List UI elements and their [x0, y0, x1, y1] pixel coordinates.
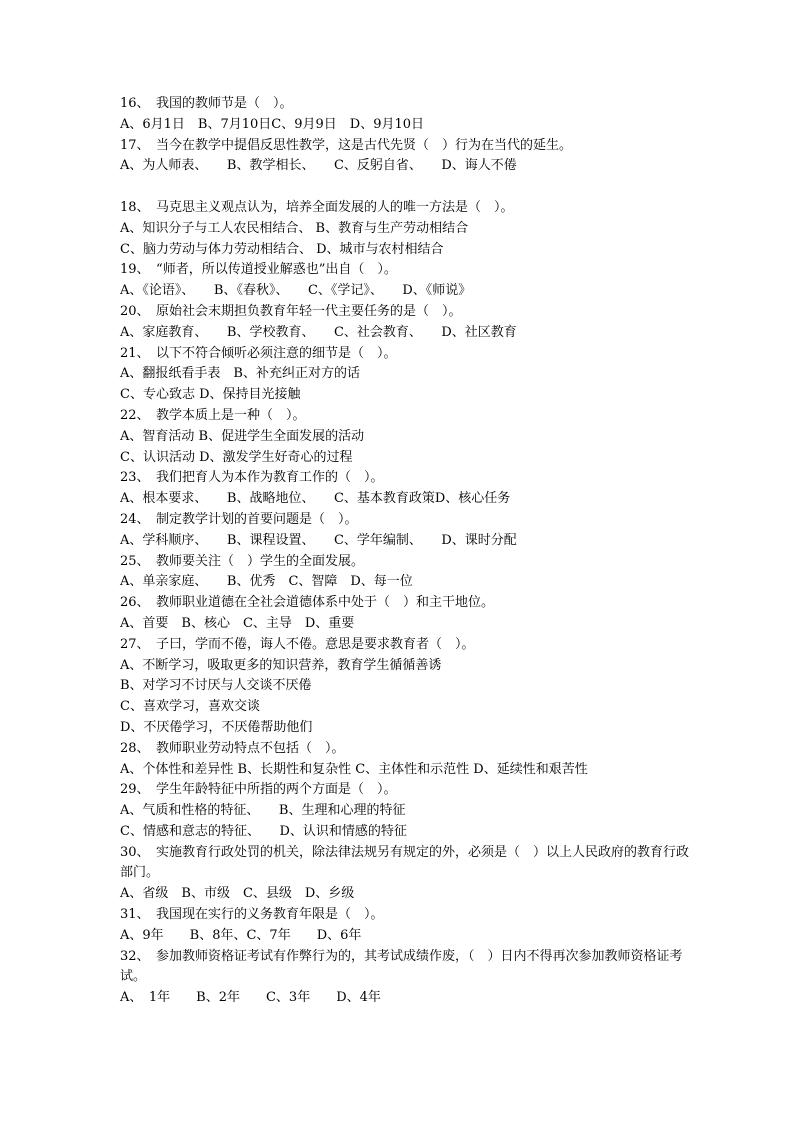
question-31: 31、 我国现在实行的义务教育年限是（ ）。: [120, 907, 384, 923]
question-22: 22、 教学本质上是一种（ ）。: [120, 407, 306, 423]
question-23-options: A、根本要求、 B、战略地位、 C、基本教育政策D、核心任务: [120, 491, 511, 507]
question-30: 30、 实施教育行政处罚的机关，除法律法规另有规定的外，必须是（ ）以上人民政府的教育行政部门。: [120, 844, 690, 881]
question-27-option-a: A、不断学习，吸取更多的知识营养，教育学生循循善诱: [120, 657, 442, 673]
question-16: 16、 我国的教师节是（ ）。: [120, 96, 293, 111]
question-20-options: A、家庭教育、 B、学校教育、 C、社会教育、 D、社区教育: [120, 324, 517, 340]
question-19: 19、 “师者，所以传道授业解惑也”出自（ ）。: [120, 262, 397, 278]
question-32-options: A、 1年 B、2年 C、3年 D、4年: [120, 990, 381, 1006]
question-20: 20、 原始社会末期担负教育年轻一代主要任务的是（ ）。: [120, 303, 462, 319]
question-25: 25、 教师要关注（ ）学生的全面发展。: [120, 553, 365, 569]
question-27-option-d: D、不厌倦学习，不厌倦帮助他们: [120, 719, 313, 735]
question-29: 29、 学生年龄特征中所指的两个方面是（ ）。: [120, 782, 397, 798]
question-26-options: A、首要 B、核心 C、主导 D、重要: [120, 615, 355, 631]
question-27-option-b: B、对学习不讨厌与人交谈不厌倦: [120, 678, 312, 694]
question-27: 27、 子曰，学而不倦，诲人不倦。意思是要求教育者（ ）。: [120, 636, 475, 652]
question-22-options-ab: A、智育活动 B、促进学生全面发展的活动: [120, 428, 365, 444]
blank-line: [120, 177, 695, 198]
question-31-options: A、9年 B、8年、C、7年 D、6年: [120, 927, 362, 943]
question-21-options-cd: C、专心致志 D、保持目光接触: [120, 387, 301, 403]
question-list: [120, 94, 695, 1009]
question-22-options-cd: C、认识活动 D、激发学生好奇心的过程: [120, 449, 353, 465]
question-18-options-ab: A、知识分子与工人农民相结合、 B、教育与生产劳动相结合: [120, 220, 469, 236]
question-21-options-ab: A、翻报纸看手表 B、补充纠正对方的话: [120, 366, 360, 382]
question-18-options-cd: C、脑力劳动与体力劳动相结合、 D、城市与农村相结合: [120, 241, 444, 257]
question-29-options-ab: A、气质和性格的特征、 B、生理和心理的特征: [120, 803, 406, 819]
question-24: 24、 制定教学计划的首要问题是（ ）。: [120, 511, 358, 527]
question-17: 17、 当今在教学中提倡反思性教学，这是古代先贤（ ）行为在当代的延生。: [120, 137, 573, 153]
question-26: 26、 教师职业道德在全社会道德体系中处于（ ）和主干地位。: [120, 595, 495, 611]
question-21: 21、 以下不符合倾听必须注意的细节是（ ）。: [120, 345, 397, 361]
question-18: 18、 马克思主义观点认为，培养全面发展的人的唯一方法是（ ）。: [120, 199, 514, 215]
question-27-option-c: C、喜欢学习，喜欢交谈: [120, 699, 260, 715]
question-28-options: A、个体性和差异性 B、长期性和复杂性 C、主体性和示范性 D、延续性和艰苦性: [120, 761, 588, 777]
question-25-options: A、单亲家庭、 B、优秀 C、智障 D、每一位: [120, 574, 413, 590]
question-24-options: A、学科顺序、 B、课程设置、 C、学年编制、 D、课时分配: [120, 532, 517, 548]
question-28: 28、 教师职业劳动特点不包括（ ）。: [120, 740, 345, 756]
question-29-options-cd: C、情感和意志的特征、 D、认识和情感的特征: [120, 823, 407, 839]
question-16-options: A、6月1日 B、7月10日C、9月9日 D、9月10日: [120, 116, 425, 132]
question-23: 23、 我们把育人为本作为教育工作的（ ）。: [120, 470, 384, 486]
question-17-options: A、为人师表、 B、教学相长、 C、反躬自省、 D、诲人不倦: [120, 158, 517, 174]
question-30-options: A、省级 B、市级 C、县级 D、乡级: [120, 886, 355, 902]
question-19-options: A、《论语》、 B、《春秋》、 C、《学记》、 D、《师说》: [120, 283, 472, 299]
question-32: 32、 参加教师资格证考试有作弊行为的，其考试成绩作废，（ ）日内不得再次参加教师资格证考试。: [120, 948, 683, 985]
